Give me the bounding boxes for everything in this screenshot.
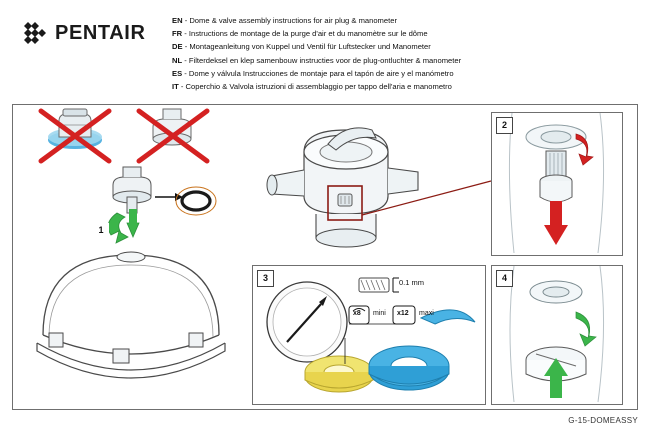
mini-count-label: x8 (353, 310, 361, 317)
step-4-panel (491, 265, 623, 405)
instruction-line (172, 14, 612, 27)
blue-gasket (369, 346, 449, 390)
language-code: FR (172, 29, 183, 39)
step-4-badge: 4 (496, 270, 513, 287)
instruction-text: - Instructions de montage de la purge d'air et du manomètre sur le dôme (184, 29, 428, 39)
language-code: NL (172, 55, 183, 65)
brand (22, 20, 146, 46)
step-3-panel (252, 265, 486, 405)
yellow-gasket (305, 356, 373, 392)
valve-illustration (242, 110, 488, 255)
step-2-panel (491, 112, 623, 256)
instruction-text: - Dome y válvula Instrucciones de montaje para el tapón de aire y el manómetro (184, 68, 454, 78)
step-1-badge: 1 (93, 223, 109, 239)
instruction-text: - Filterdeksel en klep samenbouw instructies voor de plug-ontluchter & manometer (184, 55, 462, 65)
document-code: G-15-DOMEASSY (568, 416, 638, 425)
seated-plug (530, 281, 582, 303)
rotate-arrow-green (576, 312, 596, 346)
language-code: EN (172, 16, 183, 25)
grease-tube (359, 278, 389, 292)
pentair-diamond-logo-icon (22, 20, 48, 46)
instruction-line (172, 67, 612, 80)
thickness-label: 0.1 mm (399, 278, 425, 287)
instruction-line (172, 27, 612, 40)
instruction-text: - Dome & valve assembly instructions for air plug & manometer (184, 16, 397, 25)
step-2-badge: 2 (496, 117, 513, 134)
dome-assembly-illustration (13, 105, 253, 409)
language-code: IT (172, 82, 179, 92)
gasket-lubrication-detail (267, 282, 347, 362)
step-3-badge: 3 (257, 270, 274, 287)
page-header (0, 0, 652, 100)
language-code: DE (172, 42, 183, 52)
instruction-language-list (172, 14, 612, 93)
instruction-text: - Montageanleitung von Kuppel und Ventil für Luftstecker und Manometer (184, 42, 431, 52)
air-plug-part (113, 167, 151, 213)
maxi-count-label: x12 (397, 310, 409, 317)
instruction-line (172, 54, 612, 67)
maxi-label: maxi (419, 310, 434, 317)
mini-label: mini (373, 310, 386, 317)
multiport-valve-body (267, 128, 418, 247)
air-plug-on-valve (338, 194, 352, 206)
brand-name: PENTAIR (55, 21, 146, 44)
assembly-diagram-sheet (12, 104, 638, 410)
oring-part (176, 187, 216, 215)
filter-dome-part (37, 252, 225, 378)
insert-direction-arrow (108, 209, 139, 243)
language-code: ES (172, 68, 183, 78)
forbidden-option-a (48, 109, 102, 149)
instruction-text: - Coperchio & Valvola istruzioni di assemblaggio per tappo dell'aria e manometro (180, 82, 452, 92)
instruction-line (172, 40, 612, 53)
instruction-line (172, 80, 612, 93)
